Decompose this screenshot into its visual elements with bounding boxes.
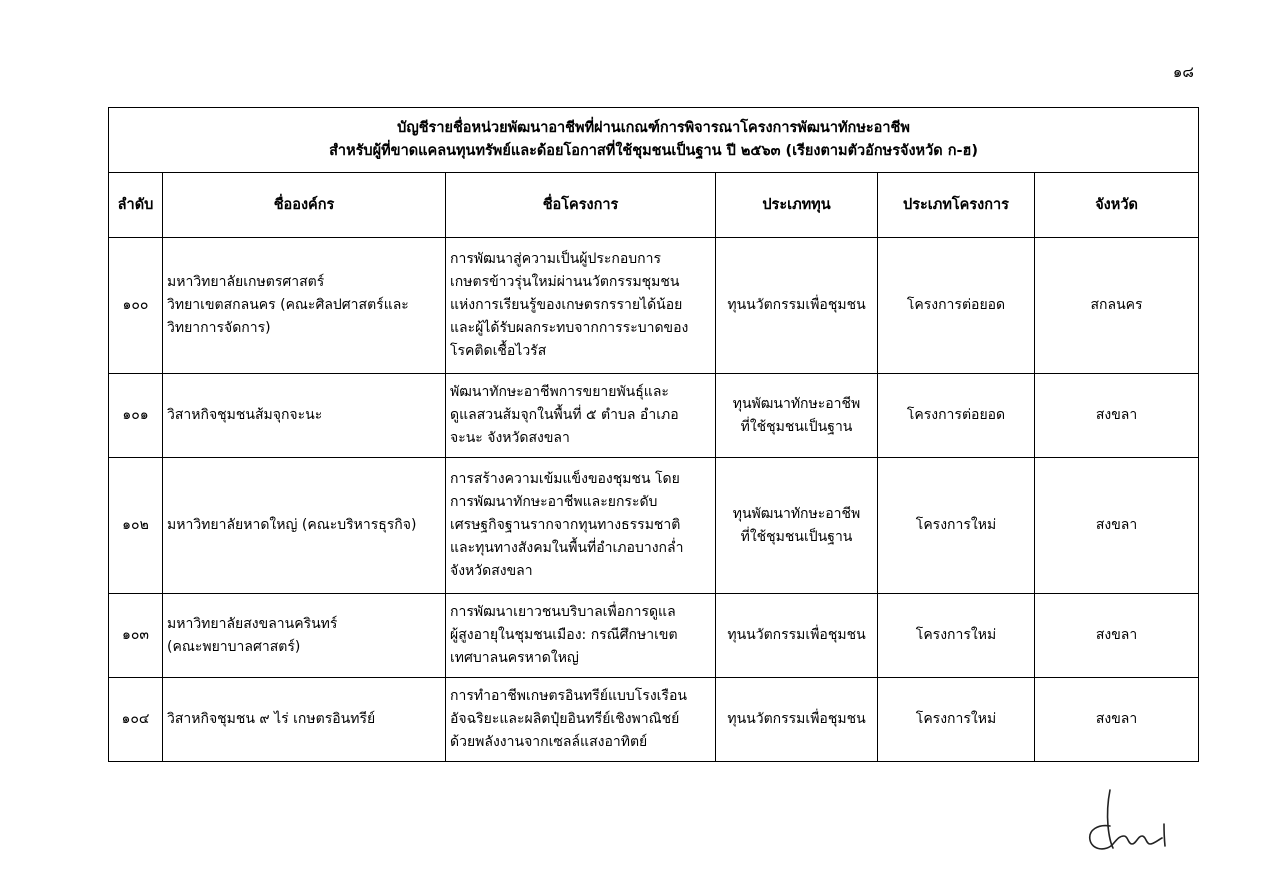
- cell-province: สงขลา: [1035, 458, 1199, 594]
- cell-fund-type: [716, 238, 878, 374]
- cell-fund-type: [716, 458, 878, 594]
- cell-project: [446, 374, 716, 458]
- project-line: แห่งการเรียนรู้ของเกษตรกรรายได้น้อย: [450, 297, 683, 313]
- cell-project-type: โครงการใหม่: [878, 594, 1035, 678]
- org-line: วิทยาการจัดการ): [167, 320, 271, 336]
- cell-org: [163, 678, 446, 762]
- org-line: วิทยาเขตสกลนคร (คณะศิลปศาสตร์และ: [167, 297, 409, 313]
- header-province: จังหวัด: [1035, 173, 1199, 238]
- header-project-type: ประเภทโครงการ: [878, 173, 1035, 238]
- project-line: เศรษฐกิจฐานรากจากทุนทางธรรมชาติ: [450, 517, 681, 533]
- cell-province: สงขลา: [1035, 594, 1199, 678]
- project-line: และผู้ได้รับผลกระทบจากการระบาดของ: [450, 320, 689, 336]
- fund_type-line: ทุนพัฒนาทักษะอาชีพ: [732, 505, 861, 522]
- project-line: โรคติดเชื้อไวรัส: [450, 343, 547, 359]
- cell-project: [446, 678, 716, 762]
- table-row: [109, 374, 1199, 458]
- project-line: การทำอาชีพเกษตรอินทรีย์แบบโรงเรือน: [450, 688, 687, 704]
- project-line: เทศบาลนครหาดใหญ่: [450, 650, 579, 666]
- table-row: [109, 594, 1199, 678]
- project-line: พัฒนาทักษะอาชีพการขยายพันธุ์และ: [450, 384, 669, 400]
- signature: [1080, 786, 1180, 866]
- project-line: การสร้างความเข้มแข็งของชุมชน โดย: [450, 471, 680, 487]
- header-org: ชื่อองค์กร: [163, 173, 446, 238]
- cell-org: [163, 374, 446, 458]
- header-fund-type: ประเภททุน: [716, 173, 878, 238]
- cell-order: ๑๐๔: [109, 678, 163, 762]
- title-line-2: สำหรับผู้ที่ขาดแคลนทุนทรัพย์และด้อยโอกาสที่ใช้ชุมชนเป็นฐาน ปี ๒๕๖๓ (เรียงตามตัวอักษรจังหวัด ก-ฮ): [329, 143, 978, 159]
- cell-fund-type: [716, 374, 878, 458]
- cell-order: ๑๐๐: [109, 238, 163, 374]
- project-line: ด้วยพลังงานจากเซลล์แสงอาทิตย์: [450, 734, 648, 750]
- fund_type-line: ที่ใช้ชุมชนเป็นฐาน: [740, 418, 853, 435]
- cell-project-type: โครงการต่อยอด: [878, 238, 1035, 374]
- fund_type-line: ทุนนวัตกรรมเพื่อชุมชน: [727, 627, 866, 643]
- fund_type-line: ที่ใช้ชุมชนเป็นฐาน: [740, 528, 853, 545]
- title-row: [109, 108, 1199, 173]
- table-row: [109, 238, 1199, 374]
- cell-province: สกลนคร: [1035, 238, 1199, 374]
- cell-order: ๑๐๑: [109, 374, 163, 458]
- project-line: จะนะ จังหวัดสงขลา: [450, 430, 570, 446]
- table-title: [109, 108, 1199, 173]
- fund_type-line: ทุนนวัตกรรมเพื่อชุมชน: [727, 711, 866, 727]
- table-row: [109, 458, 1199, 594]
- project-table: [108, 107, 1199, 762]
- table-body: [109, 238, 1199, 762]
- project-line: และทุนทางสังคมในพื้นที่อำเภอบางกล่ำ: [450, 540, 684, 556]
- fund_type-line: ทุนนวัตกรรมเพื่อชุมชน: [727, 297, 866, 313]
- header-order: ลำดับ: [109, 173, 163, 238]
- cell-org: [163, 238, 446, 374]
- cell-order: ๑๐๓: [109, 594, 163, 678]
- table-row: [109, 678, 1199, 762]
- cell-project: [446, 238, 716, 374]
- cell-province: สงขลา: [1035, 374, 1199, 458]
- org-line: วิสาหกิจชุมชนส้มจุกจะนะ: [167, 407, 323, 423]
- cell-fund-type: [716, 594, 878, 678]
- title-line-1: บัญชีรายชื่อหน่วยพัฒนาอาชีพที่ผ่านเกณฑ์การพิจารณาโครงการพัฒนาทักษะอาชีพ: [397, 120, 910, 136]
- header-row: [109, 173, 1199, 238]
- project-line: ผู้สูงอายุในชุมชนเมือง: กรณีศึกษาเขต: [450, 627, 678, 643]
- cell-project: [446, 458, 716, 594]
- org-line: มหาวิทยาลัยเกษตรศาสตร์: [167, 274, 325, 290]
- project-line: เกษตรข้าวรุ่นใหม่ผ่านนวัตกรรมชุมชน: [450, 274, 680, 290]
- cell-org: [163, 458, 446, 594]
- project-line: การพัฒนาสู่ความเป็นผู้ประกอบการ: [450, 251, 662, 267]
- cell-fund-type: [716, 678, 878, 762]
- cell-province: สงขลา: [1035, 678, 1199, 762]
- cell-order: ๑๐๒: [109, 458, 163, 594]
- page-number: ๑๘: [1172, 63, 1194, 81]
- fund_type-line: ทุนพัฒนาทักษะอาชีพ: [732, 395, 861, 412]
- org-line: มหาวิทยาลัยหาดใหญ่ (คณะบริหารธุรกิจ): [167, 517, 417, 533]
- org-line: (คณะพยาบาลศาสตร์): [167, 638, 301, 655]
- project-line: ดูแลสวนส้มจุกในพื้นที่ ๕ ตำบล อำเภอ: [450, 407, 679, 423]
- cell-org: [163, 594, 446, 678]
- project-line: อัจฉริยะและผลิตปุ๋ยอินทรีย์เชิงพาณิชย์: [450, 711, 680, 727]
- cell-project-type: โครงการใหม่: [878, 458, 1035, 594]
- project-line: จังหวัดสงขลา: [450, 563, 533, 579]
- cell-project: [446, 594, 716, 678]
- org-line: มหาวิทยาลัยสงขลานครินทร์: [167, 615, 338, 632]
- project-line: การพัฒนาเยาวชนบริบาลเพื่อการดูแล: [450, 604, 676, 620]
- cell-project-type: โครงการใหม่: [878, 678, 1035, 762]
- org-line: วิสาหกิจชุมชน ๙ ไร่ เกษตรอินทรีย์: [167, 711, 376, 727]
- cell-project-type: โครงการต่อยอด: [878, 374, 1035, 458]
- header-project: ชื่อโครงการ: [446, 173, 716, 238]
- project-line: การพัฒนาทักษะอาชีพและยกระดับ: [450, 494, 658, 510]
